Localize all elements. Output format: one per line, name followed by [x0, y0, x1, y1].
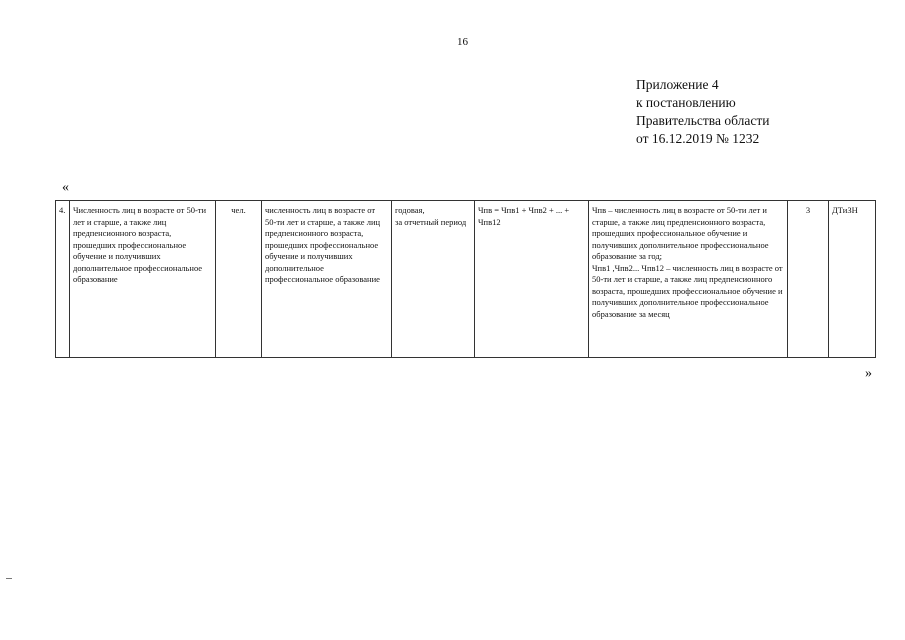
row-number-cell: 4.	[56, 201, 70, 358]
responsible-cell: ДТиЗН	[829, 201, 876, 358]
appendix-header	[636, 76, 769, 148]
opening-quote: «	[62, 180, 69, 195]
appendix-line: от 16.12.2019 № 1232	[636, 131, 760, 146]
appendix-line: к постановлению	[636, 95, 736, 110]
periodicity-cell: годовая, за отчетный период	[392, 201, 475, 358]
appendix-line: Приложение 4	[636, 77, 719, 92]
explanation-cell: Чпв – численность лиц в возрасте от 50-ти лет и старше, а также лиц предпенсионного возраста, прошедших профессиональное обучение и получивших дополнительное профессиональное образование за год; Чпв1 ,Чпв2... Чпв12 – численность лиц в возрасте от 50-ти лет и старше, а также лиц предпенсионного возраста, прошедших профессиональное обучение и получивших дополнительное профессиональное образование за месяц	[589, 201, 788, 358]
indicator-table	[55, 200, 876, 358]
formula-cell: Чпв = Чпв1 + Чпв2 + ... + Чпв12	[475, 201, 589, 358]
scan-mark	[6, 578, 12, 579]
appendix-line: Правительства области	[636, 113, 770, 128]
table-row	[56, 201, 876, 358]
unit-cell: чел.	[216, 201, 262, 358]
indicator-name-cell: Численность лиц в возрасте от 50-ти лет и старше, а также лиц предпенсионного возраста, прошедших профессиональное обучение и получивших дополнительное профессиональное образование	[70, 201, 216, 358]
closing-quote: »	[865, 366, 872, 381]
page-number: 16	[457, 36, 468, 48]
definition-cell: численность лиц в возрасте от 50-ти лет и старше, а также лиц предпенсионного возраста, прошедших профессиональное обучение и получивших дополнительное профессиональное образование	[262, 201, 392, 358]
code-cell: 3	[788, 201, 829, 358]
